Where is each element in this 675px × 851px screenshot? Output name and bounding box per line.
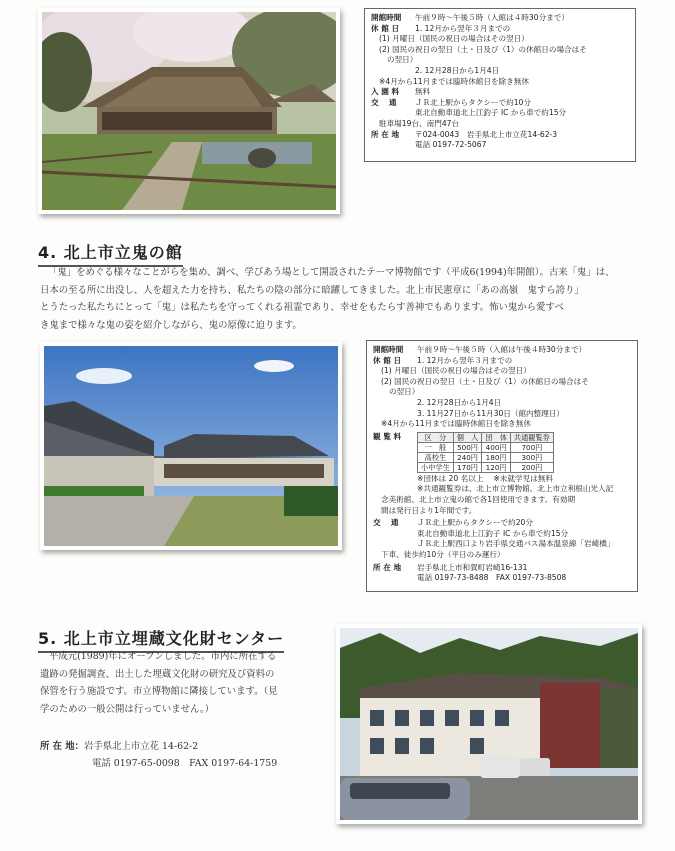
access-line: 東北自動車道北上江釣子 IC から車で約15分 xyxy=(415,108,567,118)
closed-line: 1. 12月から翌年３月までの xyxy=(415,23,511,33)
address-value: 岩手県北上市立花 14-62-2 xyxy=(84,741,199,752)
address-value: 岩手県北上市和賀町岩崎16-131 xyxy=(417,562,528,572)
section-5-address xyxy=(40,738,330,772)
fee-table-cell: 500円 xyxy=(453,442,482,452)
section-5-heading: 5. 北上市立埋蔵文化財センター xyxy=(38,626,284,653)
closed-line: の翌日） xyxy=(389,387,420,397)
address-value: 〒024-0043 岩手県北上市立花14-62-3 xyxy=(415,129,558,139)
fee-table-header: 区 分 xyxy=(418,432,454,442)
closed-label: 休 館 日 xyxy=(371,23,400,33)
fee-table-cell: 300円 xyxy=(510,452,553,462)
paragraph-line: 保管を行う施設です。市立博物館に隣接しています。（見 xyxy=(40,686,278,697)
closed-line: (1) 月曜日（国民の祝日の場合はその翌日） xyxy=(381,366,531,376)
closed-note: ※4月から11月までは臨時休館日を除き無休 xyxy=(381,419,531,429)
phone-number: 電話 0197-72-5067 xyxy=(415,140,487,150)
hours-value: 午前９時～午後５時（入館は４時30分まで） xyxy=(415,13,569,22)
access-line: 東北自動車道北上江釣子 IC から車で約15分 xyxy=(417,528,569,538)
section-5-description xyxy=(40,648,330,718)
hours-label: 開館時間 xyxy=(373,345,404,354)
closed-label: 休 館 日 xyxy=(373,355,402,365)
fee-table-row xyxy=(418,462,554,472)
section-4-heading: 4. 北上市立鬼の館 xyxy=(38,240,183,267)
access-label: 交 通 xyxy=(373,518,399,528)
access-line: ＪＲ北上駅からタクシーで約10分 xyxy=(415,97,531,107)
access-line: ＪＲ北上駅西口より岩手県交通バス湯本温泉線「岩崎橋」 xyxy=(417,539,615,549)
fee-note: 念美術館、北上市立鬼の館で各1回使用できます。有効期 xyxy=(381,494,576,504)
fee-table-header: 団 体 xyxy=(482,432,511,442)
section-4-description xyxy=(40,264,640,334)
fee-table-cell: 高校生 xyxy=(418,452,454,462)
farmhouse-info-box xyxy=(364,8,636,162)
fee-table-cell: 400円 xyxy=(482,442,511,452)
address-label: 所 在 地 xyxy=(371,129,400,139)
fee-table-header: 個 人 xyxy=(453,432,482,442)
fee-label: 観 覧 料 xyxy=(373,431,402,441)
paragraph-line: 遺跡の発掘調査、出土した埋蔵文化財の研究及び資料の xyxy=(40,668,275,680)
access-line: ＪＲ北上駅からタクシーで約20分 xyxy=(417,518,533,528)
closed-line: (2) 国民の祝日の翌日（土・日及び（1）の休館日の場合はそ xyxy=(379,44,587,54)
fee-table-header: 共通観覧券 xyxy=(510,432,553,442)
address-label: 所 在 地 xyxy=(373,562,402,572)
paragraph-line: とうたった私たちにとって「鬼」は私たちを守ってくれる祖霊であり、幸せをもたらす善神でもあります。怖い鬼から愛すべ xyxy=(40,302,564,313)
fee-table-cell: 120円 xyxy=(482,462,511,472)
fee-table-cell: 170円 xyxy=(453,462,482,472)
closed-line: の翌日） xyxy=(387,55,418,65)
fee-table-cell: 一 般 xyxy=(418,442,454,452)
hours-value: 午前９時～午後５時（入館は午後４時30分まで） xyxy=(417,345,587,354)
paragraph-line: 「鬼」をめぐる様々なことがらを集め、調べ、学びあう場として開設されたテーマ博物館です（平成6(1994)年開館）。古来「鬼」は、 xyxy=(48,267,615,278)
access-line: 駐車場19台、南門47台 xyxy=(379,118,460,128)
fee-table-cell: 小中学生 xyxy=(418,462,454,472)
oni-museum-info-box xyxy=(366,340,638,592)
closed-note: ※4月から11月までは臨時休館日を除き無休 xyxy=(379,76,529,86)
access-line: 下車、徒歩約10分（平日のみ運行） xyxy=(381,549,505,559)
fee-value: 無料 xyxy=(415,87,431,97)
oni-museum-photo xyxy=(40,342,342,550)
closed-line: 1. 12月から翌年３月までの xyxy=(417,355,513,365)
paragraph-line: 学のための一般公開は行っていません。） xyxy=(40,703,214,715)
phone-fax: 電話 0197-65-0098 FAX 0197-64-1759 xyxy=(92,758,278,769)
archaeology-center-photo xyxy=(336,624,642,824)
fee-note: ※共通観覧券は、北上市立博物館、北上市立利根山光人記 xyxy=(417,484,614,494)
paragraph-line: 平成元(1989)年にオープンしました。市内に所在する xyxy=(49,651,277,662)
access-label: 交 通 xyxy=(371,97,397,107)
closed-line: 2. 12月28日から1月4日 xyxy=(417,397,502,407)
fee-label: 入 園 料 xyxy=(371,87,400,97)
closed-line: 2. 12月28日から1月4日 xyxy=(415,65,500,75)
phone-fax: 電話 0197-73-8488 FAX 0197-73-8508 xyxy=(417,573,567,583)
thatched-house-photo xyxy=(38,8,340,214)
closed-line: 3. 11月27日から11月30日（館内整理日） xyxy=(417,408,565,418)
fee-table-cell: 240円 xyxy=(453,452,482,462)
paragraph-line: き鬼まで様々な鬼の姿を紹介しながら、鬼の原像に迫ります。 xyxy=(40,319,302,331)
fee-note: ※団体は 20 名以上 ※未就学児は無料 xyxy=(417,473,553,483)
fee-note: 間は発行日より1年間です。 xyxy=(381,505,477,515)
fee-table-row xyxy=(418,442,554,452)
fee-table-cell: 700円 xyxy=(510,442,553,452)
fee-table xyxy=(417,432,554,473)
fee-table-cell: 200円 xyxy=(510,462,553,472)
fee-table-cell: 180円 xyxy=(482,452,511,462)
paragraph-line: 日本の至る所に出没し、人を超えた力を持ち、私たちの陰の部分に暗躍してきました。北上市民憲章に「あの高嶺 鬼すら誇り」 xyxy=(40,284,584,296)
closed-line: (1) 月曜日（国民の祝日の場合はその翌日） xyxy=(379,34,529,44)
closed-line: (2) 国民の祝日の翌日（土・日及び（1）の休館日の場合はそ xyxy=(381,376,589,386)
fee-table-row xyxy=(418,452,554,462)
hours-label: 開館時間 xyxy=(371,13,402,22)
address-label: 所 在 地： xyxy=(40,741,85,752)
